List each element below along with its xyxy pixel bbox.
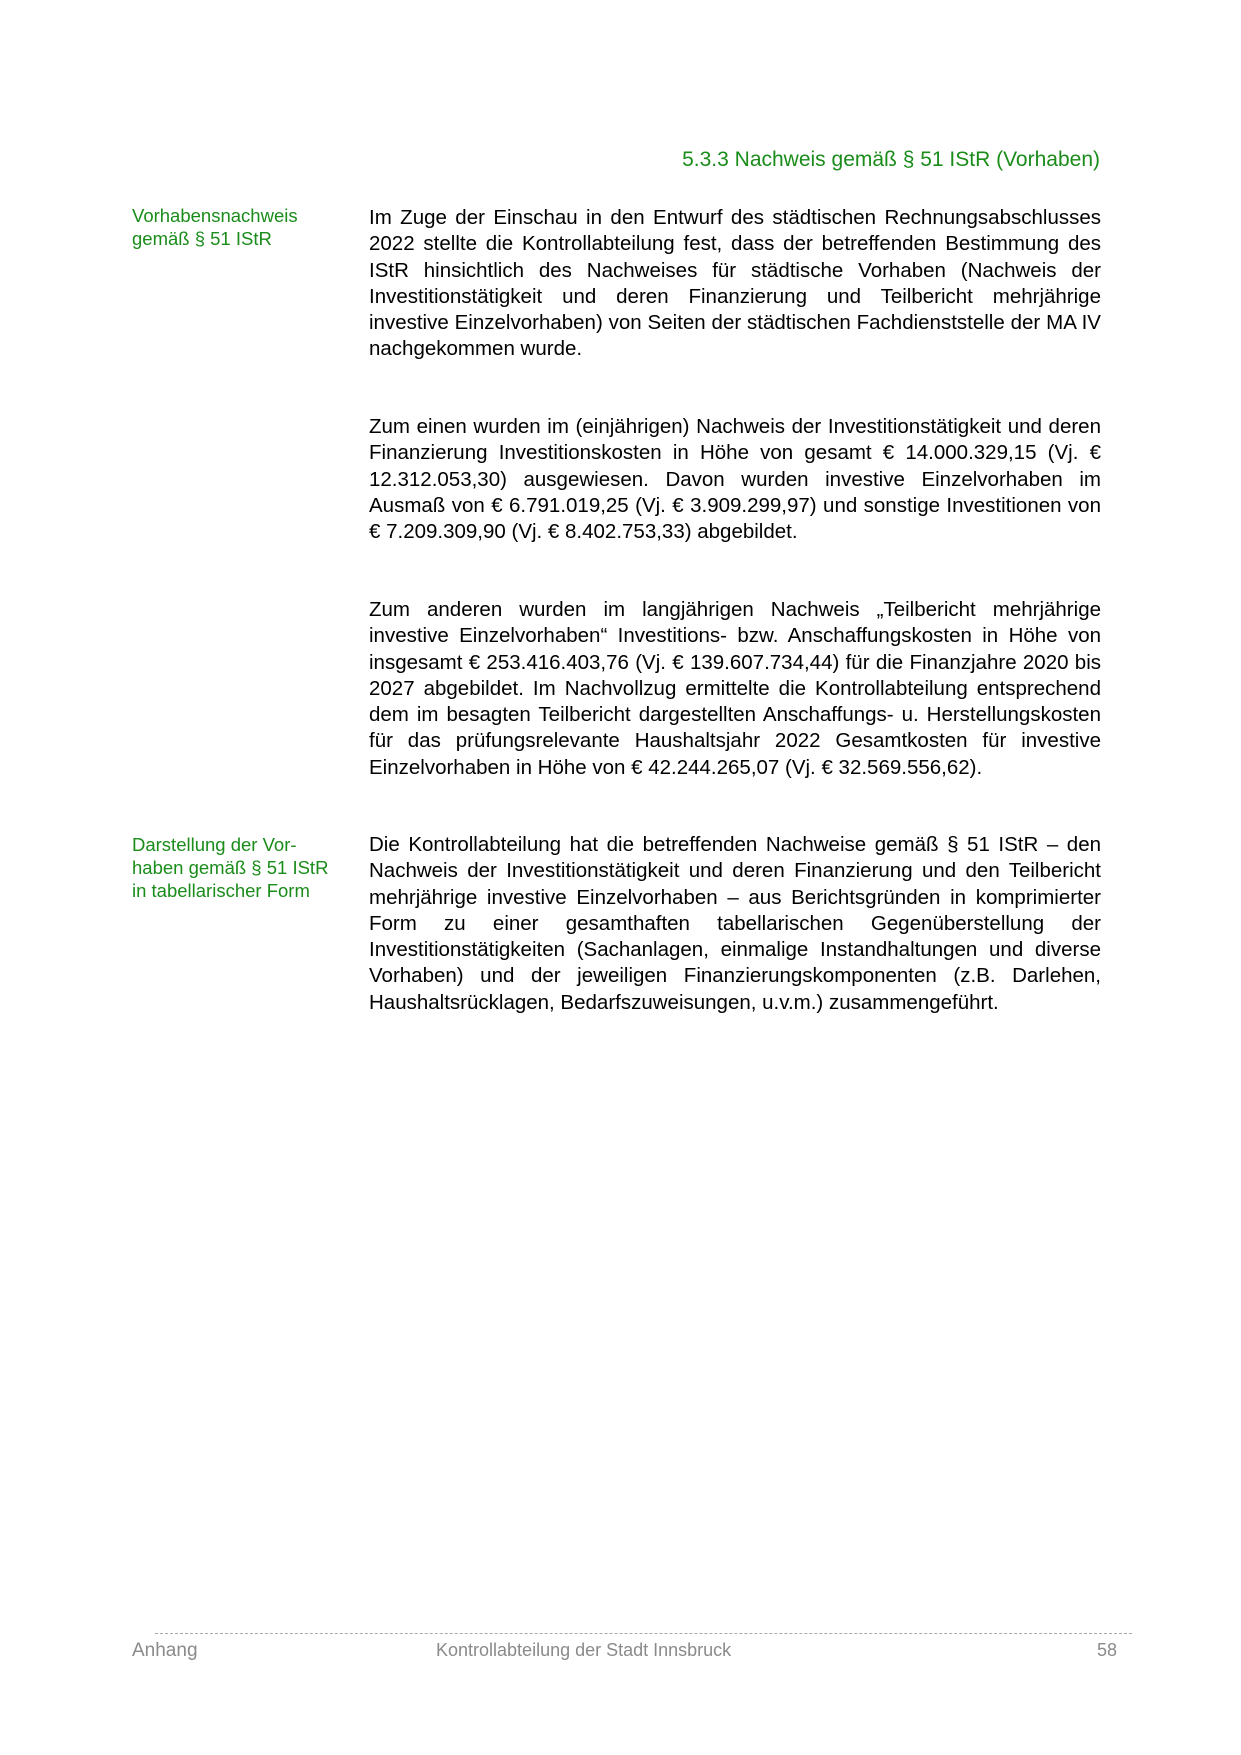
footer-organization: Kontrollabteilung der Stadt Innsbruck [436,1640,732,1660]
paragraph-einjaehriger-nachweis: Zum einen wurden im (einjährigen) Nachweis der Investitionstätigkeit und deren Finanzierung Investitionskosten in Höhe von gesamt € 14.000.329,15 (Vj. € 12.312.053,30) ausgewiesen. Davon wurden investive Einzelvorhaben im Ausmaß von € 6.791.019,25 (Vj. € 3.909.299,97) und sonstige Investitionen von € 7.209.309,90 (Vj. € 8.402.753,33) abgebildet. [369,415,1101,544]
footer-section-label: Anhang [132,1640,198,1661]
footer-divider [155,1633,1132,1634]
margin-note-darstellung: Darstellung der Vor- haben gemäß § 51 IStR in tabellarischer Form [132,834,329,901]
margin-note-vorhabensnachweis: Vorhabensnachweis gemäß § 51 IStR [132,205,298,249]
section-heading: 5.3.3 Nachweis gemäß § 51 IStR (Vorhaben) [682,148,1100,171]
paragraph-einschau: Im Zuge der Einschau in den Entwurf des städtischen Rechnungsabschlusses 2022 stellte die Kontrollabteilung fest, dass der betreffenden Bestimmung des IStR hinsichtlich des Nachweises für städtische Vorhaben (Nachweis der Investitionstätigkeit und deren Finanzierung und Teilbericht mehrjährige investive Einzelvorhaben) von Seiten der städtischen Fachdienststelle der MA IV nachgekommen wurde. [369,206,1101,361]
page-number: 58 [1096,1640,1117,1660]
paragraph-tabellarische-darstellung: Die Kontrollabteilung hat die betreffenden Nachweise gemäß § 51 IStR – den Nachweis der Investitionstätigkeit und deren Finanzierung und den Teilbericht mehrjährige investive Einzelvorhaben – aus Berichtsgründen in komprimierter Form zu einer gesamthaften tabellarischen Gegenüberstellung der Investitionstätigkeiten (Sachanlagen, einmalige Instandhaltungen und diverse Vorhaben) und der jeweiligen Finanzierungskomponenten (z.B. Darlehen, Haushaltsrücklagen, Bedarfszuweisungen, u.v.m.) zusammengeführt. [369,833,1101,1014]
paragraph-langjaehriger-nachweis: Zum anderen wurden im langjährigen Nachweis „Teilbericht mehrjährige investive Einzelvorhaben“ Investitions- bzw. Anschaffungskosten in Höhe von insgesamt € 253.416.403,76 (Vj. € 139.607.734,44) für die Finanzjahre 2020 bis 2027 abgebildet. Im Nachvollzug ermittelte die Kontrollabteilung entsprechend dem im besagten Teilbericht dargestellten Anschaffungs- u. Herstellungskosten für das prüfungsrelevante Haushaltsjahr 2022 Gesamtkosten für investive Einzelvorhaben in Höhe von € 42.244.265,07 (Vj. € 32.569.556,62). [369,598,1101,779]
